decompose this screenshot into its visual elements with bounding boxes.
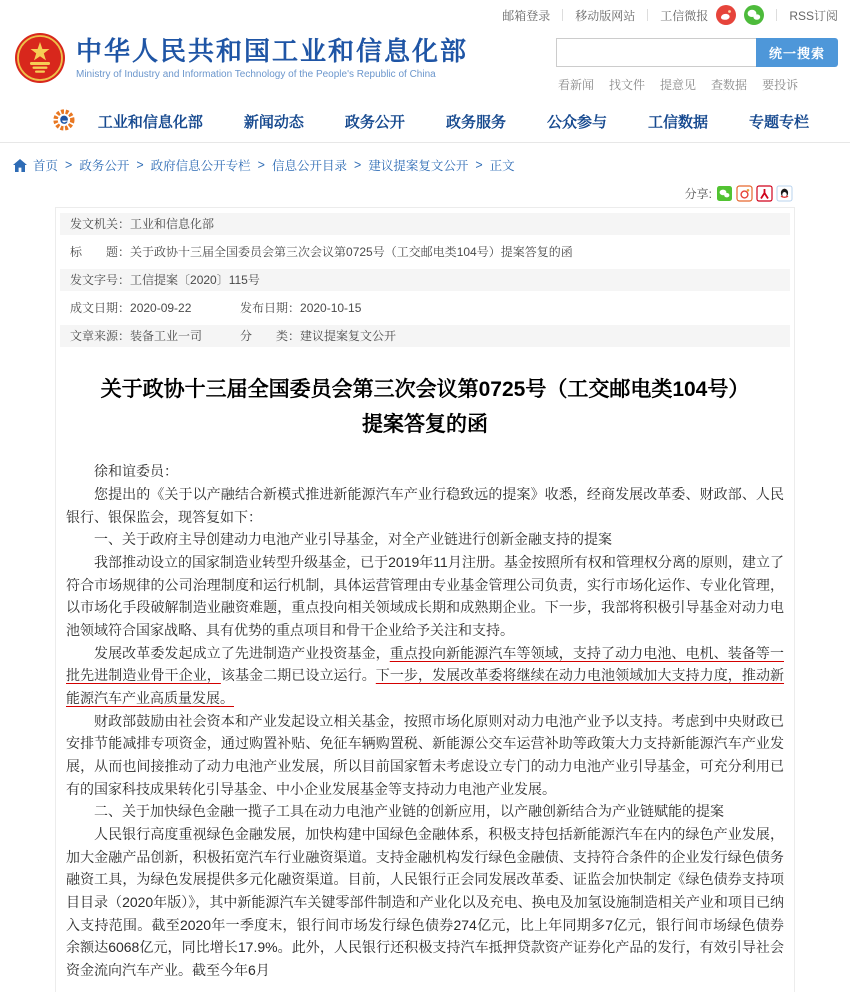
meta-value: 2020-09-22 bbox=[130, 301, 192, 315]
site-brand bbox=[14, 32, 468, 84]
meta-value: 建议提案复文公开 bbox=[300, 329, 397, 343]
meta-label: 成文日期： bbox=[70, 301, 131, 315]
nav-item-topics[interactable]: 专题专栏 bbox=[748, 114, 809, 131]
home-icon[interactable] bbox=[13, 159, 27, 172]
breadcrumb-separator: > bbox=[257, 158, 265, 172]
site-header bbox=[0, 30, 850, 101]
quick-link-data[interactable]: 查数据 bbox=[711, 78, 748, 92]
breadcrumb-catalog[interactable]: 信息公开目录 bbox=[271, 159, 347, 173]
meta-value: 关于政协十三届全国委员会第三次会议第0725号（工交邮电类104号）提案答复的函 bbox=[130, 245, 573, 259]
breadcrumb-separator: > bbox=[354, 158, 362, 172]
meta-value: 工信提案〔2020〕115号 bbox=[130, 273, 260, 287]
site-title-english: Ministry of Industry and Information Technology of the People's Republic of China bbox=[76, 69, 436, 81]
brand-text bbox=[76, 36, 468, 80]
section1-heading: 一、关于政府主导创建动力电池产业引导基金，对全产业链进行创新金融支持的提案 bbox=[94, 531, 612, 548]
breadcrumb-separator: > bbox=[136, 158, 144, 172]
mobile-site-link[interactable]: 移动版网站 bbox=[575, 8, 636, 23]
quick-link-complaint[interactable]: 要投诉 bbox=[762, 78, 799, 92]
meta-row-doc-number bbox=[60, 269, 790, 291]
breadcrumb-gov-info[interactable]: 政务公开 bbox=[79, 159, 130, 173]
nav-item-participation[interactable]: 公众参与 bbox=[546, 114, 607, 131]
meta-value: 装备工业一司 bbox=[130, 329, 203, 343]
breadcrumb-current: 正文 bbox=[489, 159, 515, 173]
meta-value: 2020-10-15 bbox=[300, 301, 362, 315]
section1-paragraph-1: 我部推动设立的国家制造业转型升级基金，已于2019年11月注册。基金按照所有权和管理权分离的原则，建立了符合市场规律的公司治理制度和运行机制，具体运营管理由专业基金管理公司负责，实行市场化运作、专业化管理，以市场化手段破解制造业融资难题，重点投向相关领域成长期和成熟期企业。下一步，我部将积极引导基金对动力电池领域符合国家战略、具有优势的重点项目和骨干企业给予关注和支持。 bbox=[66, 553, 784, 638]
red-underlined-segment: 重点投向新能源汽车等领域，支持了动力电池、电机、装备等一批先进制造业骨干企业， bbox=[66, 644, 784, 684]
mail-login-link[interactable]: 邮箱登录 bbox=[502, 8, 551, 23]
meta-label: 分 类： bbox=[240, 329, 301, 343]
document-title: 关于政协十三届全国委员会第三次会议第0725号（工交邮电类104号）提案答复的函 bbox=[100, 378, 750, 436]
document-box bbox=[55, 207, 795, 992]
breadcrumb bbox=[0, 143, 850, 183]
qq-share-icon[interactable] bbox=[777, 186, 792, 201]
meta-row-source-category bbox=[60, 325, 790, 347]
breadcrumb-separator: > bbox=[475, 158, 483, 172]
meta-label: 发文机关： bbox=[70, 217, 131, 231]
weibo-share-icon[interactable] bbox=[737, 186, 752, 201]
divider bbox=[562, 9, 563, 21]
breadcrumb-proposal-replies[interactable]: 建议提案复文公开 bbox=[368, 159, 469, 173]
quick-link-suggest[interactable]: 提意见 bbox=[660, 78, 697, 92]
meta-label: 发文字号： bbox=[70, 273, 131, 287]
section1-paragraph-3: 财政部鼓励由社会资本和产业发起设立相关基金，按照市场化原则对动力电池产业予以支持。考虑到中央财政已安排节能减排专项资金，通过购置补贴、免征车辆购置税、新能源公交车运营补助等政策大力支持新能源汽车产业发展，从而也间接推动了动力电池产业发展，所以目前国家暂未考虑设立专门的动力电池产业引导基金，可充分利用已有的国家科技成果转化引导基金、中小企业发展基金等支持动力电池产业发展。 bbox=[66, 712, 784, 797]
top-utility-bar bbox=[0, 0, 850, 30]
breadcrumb-home[interactable]: 首页 bbox=[33, 159, 59, 173]
share-label: 分享: bbox=[684, 187, 712, 201]
national-emblem-icon bbox=[14, 32, 66, 84]
section2-paragraph-1: 人民银行高度重视绿色金融发展，加快构建中国绿色金融体系，积极支持包括新能源汽车在内的绿色产业发展，加大金融产品创新，积极拓宽汽车行业融资渠道。支持金融机构发行绿色金融债、支持符合条件的企业发行绿色债务融资工具，为绿色发展提供多元化融资渠道。目前，人民银行正会同发展改革委、证监会加快制定《绿色债券支持项目目录（2020年版）》，其中新能源汽车关键零部件制造和产业化以及充电、换电及加氢设施制造相关产业和项目已纳入支持范围。截至2020年一季度末，银行间市场发行绿色债券274亿元，比上年同期多7亿元，银行间市场绿色债券余额达6068亿元，同比增长17.9%。此外，人民银行还积极支持汽车抵押贷款资产证券化产品的发行，有效引导社会资金流向汽车产业。截至今年6月 bbox=[66, 826, 784, 979]
text-segment: 发展改革委发起成立了先进制造产业投资基金， bbox=[94, 644, 390, 661]
gov-weixin-link[interactable]: 工信微报 bbox=[660, 8, 709, 23]
nav-item-data[interactable]: 工信数据 bbox=[647, 114, 708, 131]
quick-link-files[interactable]: 找文件 bbox=[609, 78, 646, 92]
primary-nav bbox=[0, 101, 850, 143]
search-input[interactable] bbox=[556, 38, 756, 67]
wechat-icon[interactable] bbox=[744, 5, 764, 25]
meta-label: 文章来源： bbox=[70, 329, 131, 343]
meta-label: 标 题： bbox=[70, 245, 131, 259]
red-underlined-segment: 下一步，发展改革委将继续在动力电池领域加大支持力度，推动新能源汽车产业高质量发展。 bbox=[66, 667, 785, 706]
divider bbox=[776, 9, 777, 21]
rss-link[interactable]: RSS订阅 bbox=[789, 8, 838, 23]
wechat-share-icon[interactable] bbox=[717, 186, 732, 201]
quick-link-news[interactable]: 看新闻 bbox=[558, 78, 595, 92]
nav-item-services[interactable]: 政务服务 bbox=[445, 114, 506, 131]
nav-item-miit[interactable]: 工业和信息化部 bbox=[97, 114, 203, 131]
intro-paragraph: 您提出的《关于以产融结合新模式推进新能源汽车产业行稳致远的提案》收悉，经商发展改革委、财政部、人民银行、银保监会，现答复如下： bbox=[66, 485, 784, 525]
nav-item-gov-info[interactable]: 政务公开 bbox=[344, 114, 405, 131]
meta-label: 发布日期： bbox=[240, 301, 301, 315]
quick-links bbox=[556, 76, 838, 93]
breadcrumb-separator: > bbox=[65, 158, 73, 172]
divider bbox=[647, 9, 648, 21]
search-block bbox=[556, 38, 838, 93]
site-title: 中华人民共和国工业和信息化部 bbox=[76, 35, 469, 66]
meta-row-issuing-agency bbox=[60, 213, 790, 235]
renren-share-icon[interactable] bbox=[757, 186, 772, 201]
salutation: 徐和谊委员： bbox=[94, 463, 178, 480]
meta-row-dates bbox=[60, 297, 790, 319]
section2-heading: 二、关于加快绿色金融一揽子工具在动力电池产业链的创新应用，以产融创新结合为产业链赋能的提案 bbox=[94, 803, 724, 820]
section1-paragraph-2 bbox=[66, 642, 784, 710]
text-segment: 该基金二期已设立运行。 bbox=[220, 667, 376, 684]
share-row bbox=[0, 185, 792, 202]
meta-row-title bbox=[60, 241, 790, 263]
meta-value: 工业和信息化部 bbox=[130, 217, 215, 231]
nav-item-news[interactable]: 新闻动态 bbox=[243, 114, 304, 131]
document-body bbox=[60, 460, 790, 991]
weibo-icon[interactable] bbox=[716, 5, 736, 25]
breadcrumb-disclosure-column[interactable]: 政府信息公开专栏 bbox=[150, 159, 251, 173]
unified-search-button[interactable]: 统一搜索 bbox=[756, 38, 838, 67]
miit-logo-icon bbox=[52, 108, 76, 135]
